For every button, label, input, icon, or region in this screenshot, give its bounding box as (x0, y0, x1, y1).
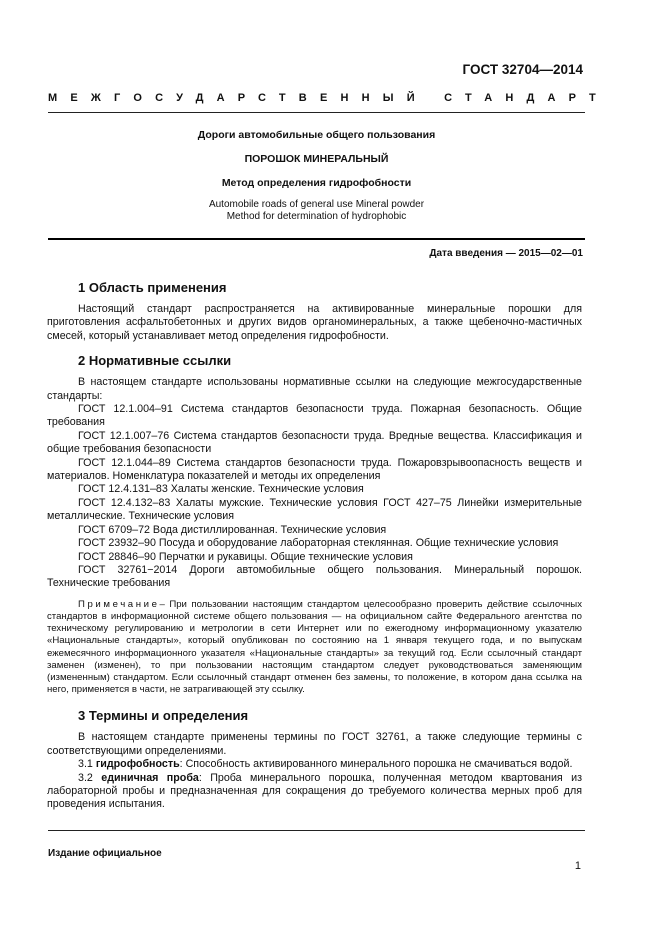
term-number: 3.2 (78, 771, 93, 784)
section-3-body (47, 731, 582, 811)
gost-number: ГОСТ 32704—2014 (462, 62, 583, 77)
section-2 (47, 353, 582, 696)
reference-item: ГОСТ 6709–72 Вода дистиллированная. Технические условия (78, 523, 387, 536)
section-3-intro: В настоящем стандарте применены термины по ГОСТ 32761, а также следующие термины с соответствующими определениями. (47, 731, 582, 757)
section-1-body (47, 303, 582, 343)
title-rule (48, 238, 585, 240)
edition-label: Издание официальное (48, 848, 162, 859)
reference-item: ГОСТ 28846–90 Перчатки и рукавицы. Общие технические условия (78, 550, 413, 563)
section-1-text: Настоящий стандарт распространяется на активированные минеральные порошки для приготовления асфальтобетонных и других видов органоминеральных, а также щебеночно-мастичных смесей, который устанавливает метод определения гидрофобности. (47, 303, 582, 342)
reference-item: ГОСТ 12.1.044–89 Система стандартов безопасности труда. Пожаровзрывоопасность веществ и материалов. Номенклатура показателей и методы их определения (47, 456, 582, 483)
reference-item: ГОСТ 12.4.132–83 Халаты мужские. Технические условия ГОСТ 427–75 Линейки измерительные металлические. Технические условия (47, 496, 582, 523)
document-body (47, 280, 582, 812)
term-3-2 (47, 772, 582, 812)
section-2-note (47, 599, 582, 697)
title-line-2: ПОРОШОК МИНЕРАЛЬНЫЙ (244, 153, 389, 165)
section-1 (47, 280, 582, 343)
title-english-2: Method for determination of hydrophobic (226, 211, 407, 222)
section-2-heading: 2 Нормативные ссылки (78, 353, 232, 369)
reference-item: ГОСТ 12.4.131–83 Халаты женские. Технические условия (78, 483, 364, 496)
intro-date: Дата введения — 2015—02—01 (429, 248, 583, 259)
reference-item: ГОСТ 23932–90 Посуда и оборудование лабораторная стеклянная. Общие технические условия (78, 537, 559, 550)
footer-rule (48, 830, 585, 831)
section-2-intro: В настоящем стандарте использованы нормативные ссылки на следующие межгосударственные стандарты: (47, 376, 582, 402)
term-number: 3.1 (78, 758, 93, 771)
note-label: Примечание (78, 598, 160, 610)
note-paragraph (47, 599, 582, 697)
title-english-1: Automobile roads of general use Mineral powder (208, 199, 425, 210)
header-rule (48, 112, 585, 113)
section-2-body (47, 376, 582, 591)
reference-item: ГОСТ 12.1.004–91 Система стандартов безопасности труда. Пожарная безопасность. Общие требования (47, 403, 582, 429)
term-3-1 (47, 758, 582, 771)
term-definition: : Проба минерального порошка, полученная методом квартования из лабораторной пробы и предназначенная для сокращения до требуемого количества мерных проб для проведения испытания. (47, 771, 582, 811)
reference-item: ГОСТ 32761−2014 Дороги автомобильные общего пользования. Минеральный порошок. Технические требования (47, 563, 582, 590)
term-definition: : Способность активированного минерального порошка не смачиваться водой. (179, 758, 573, 771)
interstate-standard-label: МЕЖГОСУДАРСТВЕННЫЙ СТАНДАРТ (48, 92, 609, 104)
page-number: 1 (574, 860, 581, 872)
title-line-3: Метод определения гидрофобности (221, 177, 412, 189)
reference-item: ГОСТ 12.1.007–76 Система стандартов безопасности труда. Вредные вещества. Классификация и общие требования безопасности (47, 429, 582, 456)
title-block (48, 129, 585, 223)
section-3 (47, 708, 582, 811)
note-text: – При пользовании настоящим стандартом целесообразно проверить действие ссылочных стандартов в информационной системе общего пользования — на официальном сайте Федерального агентства по техническому регулированию и метрологии в сети Интернет или по ежегодному информационному указателю «Национальные стандарты», который опубликован по состоянию на 1 января текущего года, и по выпускам ежемесячного информационного указателя «Национальные стандарты» за текущий год. Если ссылочный стандарт заменен (изменен), то при пользовании настоящим стандартом следует руководствоваться заменяющим (измененным) стандартом. Если ссылочный стандарт отменен без замены, то положение, в котором дана ссылка на него, применяется в части, не затрагивающей эту ссылку. (47, 598, 582, 696)
section-3-heading: 3 Термины и определения (78, 708, 249, 724)
term-name: гидрофобность (95, 758, 180, 771)
term-name: единичная проба (101, 771, 199, 784)
title-line-1: Дороги автомобильные общего пользования (197, 129, 436, 141)
section-1-heading: 1 Область применения (78, 280, 227, 295)
